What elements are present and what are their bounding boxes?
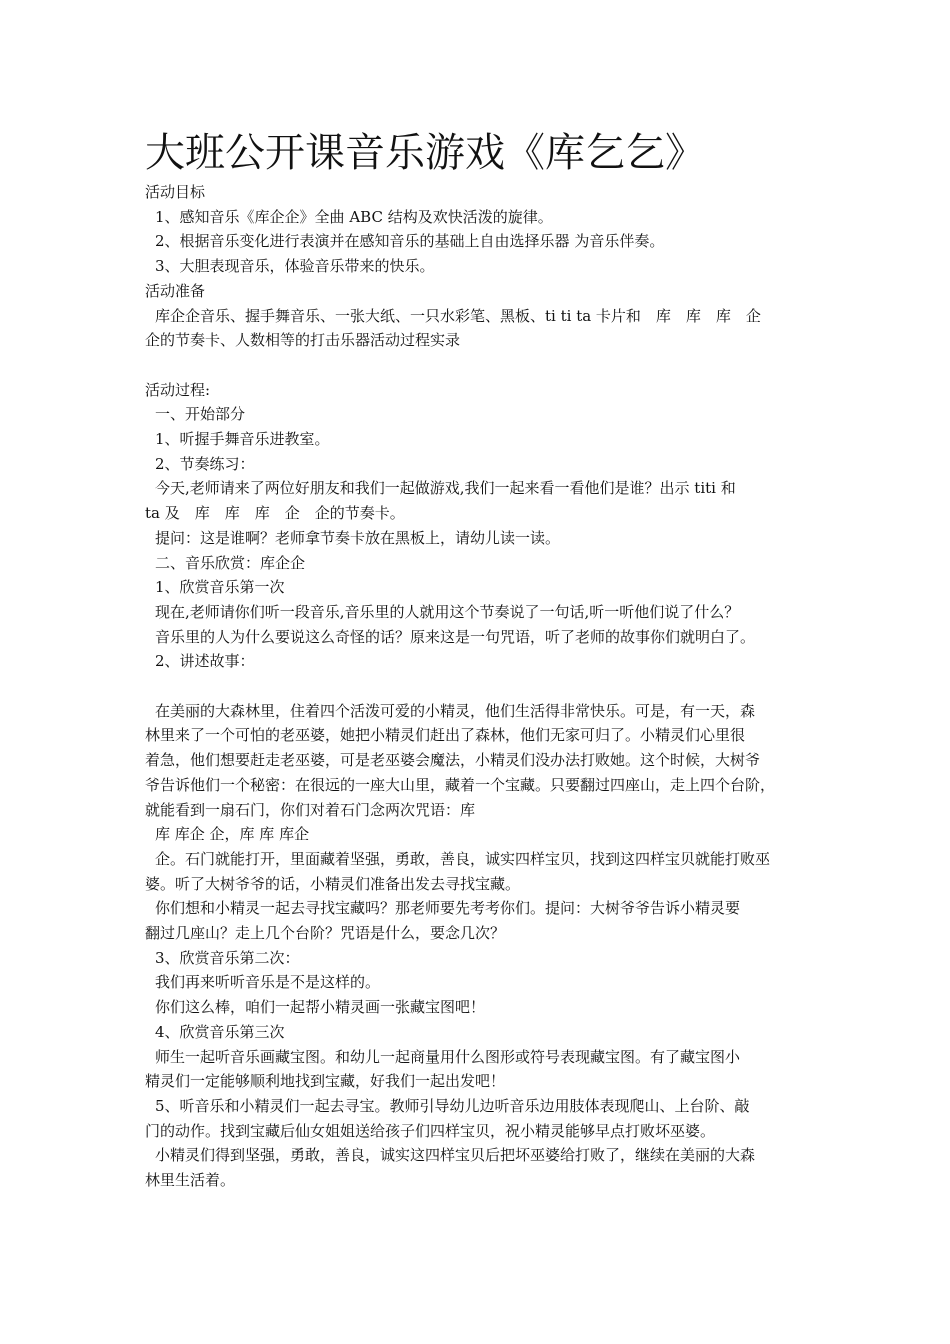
goal-item: 2、根据音乐变化进行表演并在感知音乐的基础上自由选择乐器 为音乐伴奏。 <box>155 232 665 251</box>
step-item: 2、节奏练习： <box>155 454 255 473</box>
body-text: ta 及 库 库 库 企 企的节奏卡。 <box>145 504 405 523</box>
document-title: 大班公开课音乐游戏《库乞乞》 <box>145 130 705 176</box>
step-item: 5、听音乐和小精灵们一起去寻宝。教师引导幼儿边听音乐边用肢体表现爬山、上台阶、敲 <box>155 1096 750 1115</box>
process-heading: 活动过程: <box>145 380 211 399</box>
body-text: 现在,老师请你们听一段音乐,音乐里的人就用这个节奏说了一句话,听一听他们说了什么？ <box>155 602 740 621</box>
blank-line <box>145 674 825 699</box>
story-text: 林里来了一个可怕的老巫婆，她把小精灵们赶出了森林，他们无家可归了。小精灵们心里很 <box>145 726 746 745</box>
goal-item: 1、感知音乐《库企企》全曲 ABC 结构及欢快活泼的旋律。 <box>155 207 553 226</box>
story-text: 企。石门就能打开，里面藏着坚强，勇敢，善良，诚实四样宝贝，找到这四样宝贝就能打败巫 <box>155 849 771 868</box>
step-item: 1、听握手舞音乐进教室。 <box>155 430 330 449</box>
step-item: 4、欣赏音乐第三次 <box>155 1022 285 1041</box>
story-text: 就能看到一扇石门，你们对着石门念两次咒语：库 <box>145 800 476 819</box>
body-text: 音乐里的人为什么要说这么奇怪的话？原来这是一句咒语，听了老师的故事你们就明白了。 <box>155 627 756 646</box>
body-text: 你们想和小精灵一起去寻找宝藏吗？那老师要先考考你们。提问：大树爷爷告诉小精灵要 <box>155 899 741 918</box>
story-text: 库 库企 企，库 库 库企 <box>155 825 310 844</box>
body-text: 翻过几座山？走上几个台阶？咒语是什么，要念几次？ <box>145 924 506 943</box>
blank-line <box>145 353 825 378</box>
body-text: 精灵们一定能够顺利地找到宝藏，好我们一起出发吧！ <box>145 1072 506 1091</box>
body-text: 师生一起听音乐画藏宝图。和幼儿一起商量用什么图形或符号表现藏宝图。有了藏宝图小 <box>155 1047 741 1066</box>
body-text: 林里生活着。 <box>145 1171 236 1190</box>
body-text: 门的动作。找到宝藏后仙女姐姐送给孩子们四样宝贝，祝小精灵能够早点打败坏巫婆。 <box>145 1121 716 1140</box>
story-text: 在美丽的大森林里，住着四个活泼可爱的小精灵，他们生活得非常快乐。可是，有一天，森 <box>155 701 756 720</box>
step-item: 1、欣赏音乐第一次 <box>155 578 285 597</box>
body-text: 小精灵们得到坚强，勇敢，善良，诚实这四样宝贝后把坏巫婆给打败了，继续在美丽的大森 <box>155 1146 756 1165</box>
goal-item: 3、大胆表现音乐，体验音乐带来的快乐。 <box>155 257 435 276</box>
prep-text: 库企企音乐、握手舞音乐、一张大纸、一只水彩笔、黑板、ti ti ta 卡片和 库 库 库 企 <box>155 306 761 325</box>
body-text: 我们再来听听音乐是不是这样的。 <box>155 973 381 992</box>
body-text: 今天,老师请来了两位好朋友和我们一起做游戏,我们一起来看一看他们是谁？出示 titi 和 <box>155 479 736 498</box>
section-heading: 一、开始部分 <box>155 405 246 424</box>
body-text: 你们这么棒，咱们一起帮小精灵画一张藏宝图吧！ <box>155 998 486 1017</box>
document-page <box>145 128 825 1193</box>
step-item: 2、讲述故事： <box>155 652 255 671</box>
section-heading: 二、音乐欣赏：库企企 <box>155 553 306 572</box>
story-text: 着急，他们想要赶走老巫婆，可是老巫婆会魔法，小精灵们没办法打败她。这个时候，大树爷 <box>145 751 761 770</box>
prep-heading: 活动准备 <box>145 281 206 300</box>
step-item: 3、欣赏音乐第二次： <box>155 948 300 967</box>
story-text: 爷告诉他们一个秘密：在很远的一座大山里，藏着一个宝藏。只要翻过四座山，走上四个台阶， <box>145 775 776 794</box>
body-text: 提问：这是谁啊？老师拿节奏卡放在黑板上，请幼儿读一读。 <box>155 528 561 547</box>
prep-text: 企的节奏卡、人数相等的打击乐器活动过程实录 <box>145 331 461 350</box>
story-text: 婆。听了大树爷爷的话，小精灵们准备出发去寻找宝藏。 <box>145 874 521 893</box>
goals-heading: 活动目标 <box>145 183 206 201</box>
